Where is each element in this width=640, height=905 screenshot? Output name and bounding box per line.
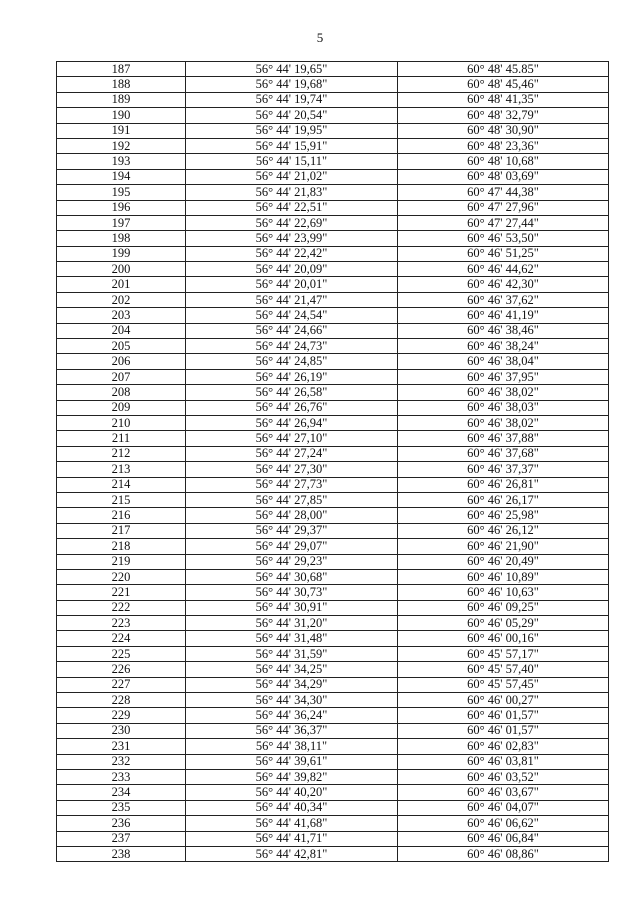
longitude-cell: 60° 46' 38,03" [398, 400, 609, 415]
latitude-cell: 56° 44' 30,68" [186, 569, 398, 584]
latitude-cell: 56° 44' 21,02" [186, 169, 398, 184]
point-number-cell: 189 [57, 92, 186, 107]
longitude-cell: 60° 46' 08,86" [398, 846, 609, 861]
point-number-cell: 204 [57, 323, 186, 338]
longitude-cell: 60° 45' 57,40" [398, 662, 609, 677]
table-row [57, 446, 609, 461]
point-number-cell: 230 [57, 723, 186, 738]
longitude-cell: 60° 46' 44,62" [398, 262, 609, 277]
longitude-cell: 60° 46' 53,50" [398, 231, 609, 246]
longitude-cell: 60° 46' 06,84" [398, 831, 609, 846]
point-number-cell: 213 [57, 462, 186, 477]
latitude-cell: 56° 44' 38,11" [186, 739, 398, 754]
longitude-cell: 60° 48' 10,68" [398, 154, 609, 169]
point-number-cell: 202 [57, 292, 186, 307]
table-row [57, 431, 609, 446]
longitude-cell: 60° 46' 20,49" [398, 554, 609, 569]
longitude-cell: 60° 48' 41,35" [398, 92, 609, 107]
longitude-cell: 60° 46' 01,57" [398, 723, 609, 738]
table-row [57, 308, 609, 323]
latitude-cell: 56° 44' 24,85" [186, 354, 398, 369]
longitude-cell: 60° 46' 42,30" [398, 277, 609, 292]
longitude-cell: 60° 46' 38,02" [398, 385, 609, 400]
longitude-cell: 60° 46' 37,95" [398, 369, 609, 384]
table-row [57, 831, 609, 846]
latitude-cell: 56° 44' 26,58" [186, 385, 398, 400]
latitude-cell: 56° 44' 24,54" [186, 308, 398, 323]
table-row [57, 585, 609, 600]
longitude-cell: 60° 48' 45.85" [398, 62, 609, 77]
table-row [57, 739, 609, 754]
longitude-cell: 60° 45' 57,17" [398, 646, 609, 661]
table-row [57, 354, 609, 369]
table-row [57, 708, 609, 723]
point-number-cell: 218 [57, 539, 186, 554]
table-row [57, 554, 609, 569]
latitude-cell: 56° 44' 19,74" [186, 92, 398, 107]
longitude-cell: 60° 46' 09,25" [398, 600, 609, 615]
table-row [57, 185, 609, 200]
point-number-cell: 201 [57, 277, 186, 292]
point-number-cell: 224 [57, 631, 186, 646]
table-row [57, 693, 609, 708]
longitude-cell: 60° 46' 10,89" [398, 569, 609, 584]
latitude-cell: 56° 44' 23,99" [186, 231, 398, 246]
latitude-cell: 56° 44' 42,81" [186, 846, 398, 861]
longitude-cell: 60° 46' 26,12" [398, 523, 609, 538]
longitude-cell: 60° 46' 04,07" [398, 800, 609, 815]
longitude-cell: 60° 46' 06,62" [398, 816, 609, 831]
latitude-cell: 56° 44' 19,65" [186, 62, 398, 77]
table-row [57, 77, 609, 92]
table-row [57, 369, 609, 384]
latitude-cell: 56° 44' 19,95" [186, 123, 398, 138]
table-row [57, 123, 609, 138]
latitude-cell: 56° 44' 20,54" [186, 108, 398, 123]
table-row [57, 339, 609, 354]
longitude-cell: 60° 46' 03,67" [398, 785, 609, 800]
point-number-cell: 197 [57, 215, 186, 230]
table-row [57, 385, 609, 400]
longitude-cell: 60° 46' 37,88" [398, 431, 609, 446]
point-number-cell: 228 [57, 693, 186, 708]
point-number-cell: 199 [57, 246, 186, 261]
point-number-cell: 216 [57, 508, 186, 523]
table-row [57, 323, 609, 338]
latitude-cell: 56° 44' 40,20" [186, 785, 398, 800]
latitude-cell: 56° 44' 29,23" [186, 554, 398, 569]
longitude-cell: 60° 46' 00,27" [398, 693, 609, 708]
table-row [57, 262, 609, 277]
longitude-cell: 60° 46' 38,24" [398, 339, 609, 354]
longitude-cell: 60° 46' 37,37" [398, 462, 609, 477]
point-number-cell: 215 [57, 492, 186, 507]
latitude-cell: 56° 44' 22,51" [186, 200, 398, 215]
longitude-cell: 60° 46' 37,68" [398, 446, 609, 461]
table-row [57, 62, 609, 77]
point-number-cell: 225 [57, 646, 186, 661]
latitude-cell: 56° 44' 27,73" [186, 477, 398, 492]
coordinates-table [56, 61, 609, 862]
longitude-cell: 60° 46' 51,25" [398, 246, 609, 261]
longitude-cell: 60° 46' 38,04" [398, 354, 609, 369]
latitude-cell: 56° 44' 29,37" [186, 523, 398, 538]
table-row [57, 138, 609, 153]
longitude-cell: 60° 46' 00,16" [398, 631, 609, 646]
latitude-cell: 56° 44' 26,76" [186, 400, 398, 415]
latitude-cell: 56° 44' 28,00" [186, 508, 398, 523]
table-row [57, 462, 609, 477]
coordinates-table-body [57, 62, 609, 862]
latitude-cell: 56° 44' 30,73" [186, 585, 398, 600]
latitude-cell: 56° 44' 15,11" [186, 154, 398, 169]
table-row [57, 569, 609, 584]
point-number-cell: 200 [57, 262, 186, 277]
point-number-cell: 194 [57, 169, 186, 184]
table-row [57, 785, 609, 800]
longitude-cell: 60° 47' 44,38" [398, 185, 609, 200]
table-row [57, 508, 609, 523]
latitude-cell: 56° 44' 19,68" [186, 77, 398, 92]
table-row [57, 539, 609, 554]
table-row [57, 754, 609, 769]
point-number-cell: 193 [57, 154, 186, 169]
table-row [57, 400, 609, 415]
latitude-cell: 56° 44' 24,66" [186, 323, 398, 338]
point-number-cell: 195 [57, 185, 186, 200]
table-row [57, 492, 609, 507]
longitude-cell: 60° 46' 02,83" [398, 739, 609, 754]
latitude-cell: 56° 44' 34,25" [186, 662, 398, 677]
longitude-cell: 60° 48' 32,79" [398, 108, 609, 123]
point-number-cell: 187 [57, 62, 186, 77]
latitude-cell: 56° 44' 30,91" [186, 600, 398, 615]
longitude-cell: 60° 48' 23,36" [398, 138, 609, 153]
point-number-cell: 212 [57, 446, 186, 461]
longitude-cell: 60° 46' 03,52" [398, 769, 609, 784]
latitude-cell: 56° 44' 34,30" [186, 693, 398, 708]
longitude-cell: 60° 46' 26,81" [398, 477, 609, 492]
point-number-cell: 192 [57, 138, 186, 153]
latitude-cell: 56° 44' 27,24" [186, 446, 398, 461]
longitude-cell: 60° 46' 05,29" [398, 616, 609, 631]
table-row [57, 169, 609, 184]
latitude-cell: 56° 44' 34,29" [186, 677, 398, 692]
table-row [57, 631, 609, 646]
longitude-cell: 60° 48' 30,90" [398, 123, 609, 138]
point-number-cell: 221 [57, 585, 186, 600]
table-row [57, 523, 609, 538]
point-number-cell: 209 [57, 400, 186, 415]
longitude-cell: 60° 46' 25,98" [398, 508, 609, 523]
point-number-cell: 232 [57, 754, 186, 769]
longitude-cell: 60° 46' 26,17" [398, 492, 609, 507]
point-number-cell: 227 [57, 677, 186, 692]
latitude-cell: 56° 44' 36,37" [186, 723, 398, 738]
point-number-cell: 226 [57, 662, 186, 677]
longitude-cell: 60° 46' 41,19" [398, 308, 609, 323]
latitude-cell: 56° 44' 39,61" [186, 754, 398, 769]
latitude-cell: 56° 44' 27,30" [186, 462, 398, 477]
table-row [57, 200, 609, 215]
point-number-cell: 206 [57, 354, 186, 369]
longitude-cell: 60° 46' 03,81" [398, 754, 609, 769]
table-row [57, 677, 609, 692]
longitude-cell: 60° 46' 10,63" [398, 585, 609, 600]
point-number-cell: 190 [57, 108, 186, 123]
page-number: 5 [316, 30, 324, 45]
table-row [57, 800, 609, 815]
point-number-cell: 222 [57, 600, 186, 615]
table-row [57, 231, 609, 246]
longitude-cell: 60° 46' 01,57" [398, 708, 609, 723]
longitude-cell: 60° 48' 03,69" [398, 169, 609, 184]
latitude-cell: 56° 44' 27,10" [186, 431, 398, 446]
latitude-cell: 56° 44' 15,91" [186, 138, 398, 153]
latitude-cell: 56° 44' 41,68" [186, 816, 398, 831]
point-number-cell: 237 [57, 831, 186, 846]
latitude-cell: 56° 44' 31,48" [186, 631, 398, 646]
table-row [57, 108, 609, 123]
latitude-cell: 56° 44' 24,73" [186, 339, 398, 354]
table-row [57, 415, 609, 430]
table-row [57, 616, 609, 631]
point-number-cell: 220 [57, 569, 186, 584]
table-row [57, 246, 609, 261]
point-number-cell: 235 [57, 800, 186, 815]
point-number-cell: 196 [57, 200, 186, 215]
latitude-cell: 56° 44' 20,01" [186, 277, 398, 292]
point-number-cell: 188 [57, 77, 186, 92]
point-number-cell: 207 [57, 369, 186, 384]
latitude-cell: 56° 44' 27,85" [186, 492, 398, 507]
table-row [57, 92, 609, 107]
latitude-cell: 56° 44' 22,42" [186, 246, 398, 261]
latitude-cell: 56° 44' 31,20" [186, 616, 398, 631]
table-row [57, 477, 609, 492]
latitude-cell: 56° 44' 21,83" [186, 185, 398, 200]
point-number-cell: 233 [57, 769, 186, 784]
point-number-cell: 214 [57, 477, 186, 492]
table-row [57, 292, 609, 307]
table-row [57, 215, 609, 230]
latitude-cell: 56° 44' 26,94" [186, 415, 398, 430]
longitude-cell: 60° 48' 45,46" [398, 77, 609, 92]
point-number-cell: 231 [57, 739, 186, 754]
table-row [57, 723, 609, 738]
table-row [57, 769, 609, 784]
point-number-cell: 210 [57, 415, 186, 430]
longitude-cell: 60° 46' 21,90" [398, 539, 609, 554]
point-number-cell: 198 [57, 231, 186, 246]
longitude-cell: 60° 46' 38,46" [398, 323, 609, 338]
point-number-cell: 223 [57, 616, 186, 631]
latitude-cell: 56° 44' 20,09" [186, 262, 398, 277]
point-number-cell: 229 [57, 708, 186, 723]
point-number-cell: 208 [57, 385, 186, 400]
point-number-cell: 234 [57, 785, 186, 800]
longitude-cell: 60° 46' 38,02" [398, 415, 609, 430]
longitude-cell: 60° 45' 57,45" [398, 677, 609, 692]
latitude-cell: 56° 44' 31,59" [186, 646, 398, 661]
point-number-cell: 205 [57, 339, 186, 354]
table-row [57, 277, 609, 292]
point-number-cell: 219 [57, 554, 186, 569]
table-row [57, 646, 609, 661]
latitude-cell: 56° 44' 41,71" [186, 831, 398, 846]
latitude-cell: 56° 44' 36,24" [186, 708, 398, 723]
point-number-cell: 203 [57, 308, 186, 323]
point-number-cell: 211 [57, 431, 186, 446]
table-row [57, 662, 609, 677]
latitude-cell: 56° 44' 39,82" [186, 769, 398, 784]
point-number-cell: 191 [57, 123, 186, 138]
point-number-cell: 238 [57, 846, 186, 861]
point-number-cell: 236 [57, 816, 186, 831]
latitude-cell: 56° 44' 21,47" [186, 292, 398, 307]
latitude-cell: 56° 44' 29,07" [186, 539, 398, 554]
table-row [57, 846, 609, 861]
longitude-cell: 60° 47' 27,44" [398, 215, 609, 230]
longitude-cell: 60° 47' 27,96" [398, 200, 609, 215]
table-row [57, 600, 609, 615]
longitude-cell: 60° 46' 37,62" [398, 292, 609, 307]
latitude-cell: 56° 44' 26,19" [186, 369, 398, 384]
latitude-cell: 56° 44' 40,34" [186, 800, 398, 815]
table-row [57, 154, 609, 169]
latitude-cell: 56° 44' 22,69" [186, 215, 398, 230]
point-number-cell: 217 [57, 523, 186, 538]
table-row [57, 816, 609, 831]
